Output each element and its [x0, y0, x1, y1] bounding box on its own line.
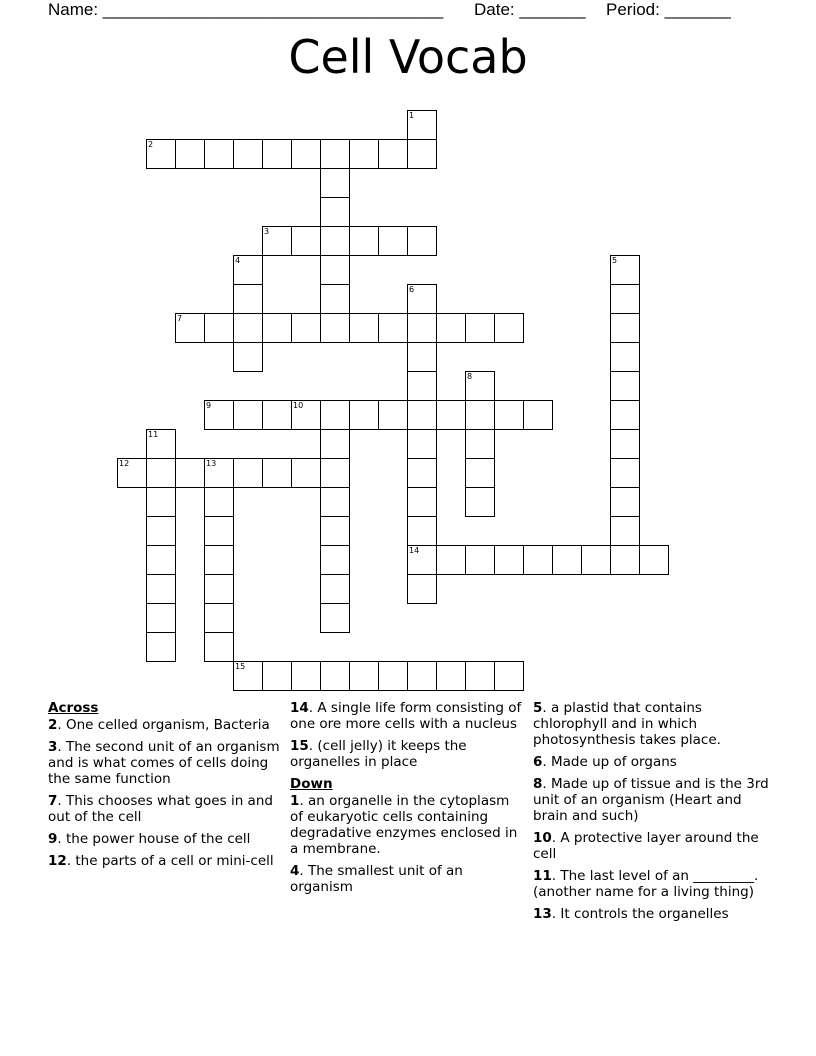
clue-text: . Made up of tissue and is the 3rd unit of an organism (Heart and brain and such) — [533, 776, 769, 824]
clue-number: 3 — [264, 227, 270, 236]
crossword-cell[interactable] — [494, 545, 524, 575]
crossword-cell[interactable] — [291, 313, 321, 343]
crossword-cell[interactable] — [320, 458, 350, 488]
crossword-cell[interactable] — [436, 313, 466, 343]
crossword-cell[interactable] — [494, 313, 524, 343]
crossword-cell[interactable] — [523, 545, 553, 575]
crossword-cell[interactable] — [146, 458, 176, 488]
clue-number-label: 7 — [48, 793, 58, 809]
crossword-cell[interactable] — [407, 429, 437, 459]
crossword-cell[interactable] — [204, 545, 234, 575]
crossword-cell[interactable] — [465, 400, 495, 430]
clue-number: 4 — [235, 256, 241, 265]
crossword-cell[interactable] — [610, 371, 640, 401]
crossword-cell[interactable] — [378, 226, 408, 256]
clue-item — [533, 700, 773, 748]
clue-number: 12 — [119, 459, 130, 468]
clue-text: . One celled organism, Bacteria — [57, 717, 270, 733]
clue-number-label: 4 — [290, 863, 300, 879]
clue-text: . A protective layer around the cell — [533, 830, 759, 862]
crossword-cell[interactable] — [233, 661, 263, 691]
crossword-cell[interactable] — [320, 400, 350, 430]
clue-text: . a plastid that contains chlorophyll and in which photosynthesis takes place. — [533, 700, 721, 748]
crossword-cell[interactable] — [204, 313, 234, 343]
crossword-cell[interactable] — [610, 429, 640, 459]
crossword-cell[interactable] — [320, 545, 350, 575]
crossword-cell[interactable] — [407, 371, 437, 401]
clues-column-3 — [533, 700, 773, 928]
crossword-cell[interactable] — [146, 429, 176, 459]
clues-column-2 — [290, 700, 526, 901]
clue-text: . an organelle in the cytoplasm of eukaryotic cells containing degradative enzymes enclosed in a membrane. — [290, 793, 518, 857]
crossword-cell[interactable] — [465, 661, 495, 691]
crossword-cell[interactable] — [117, 458, 147, 488]
crossword-cell[interactable] — [465, 458, 495, 488]
crossword-cell[interactable] — [494, 400, 524, 430]
clue-item — [290, 738, 526, 770]
clue-number: 1 — [409, 111, 415, 120]
crossword-cell[interactable] — [378, 400, 408, 430]
clue-text: . (cell jelly) it keeps the organelles in place — [290, 738, 467, 770]
crossword-cell[interactable] — [320, 603, 350, 633]
crossword-cell[interactable] — [175, 313, 205, 343]
clue-item — [48, 793, 284, 825]
crossword-cell[interactable] — [262, 661, 292, 691]
crossword-cell[interactable] — [407, 516, 437, 546]
period-field[interactable]: Period: _______ — [606, 0, 731, 19]
clue-number: 2 — [148, 140, 154, 149]
clue-number: 6 — [409, 285, 415, 294]
crossword-cell[interactable] — [320, 516, 350, 546]
clue-number: 5 — [612, 256, 618, 265]
crossword-cell[interactable] — [465, 487, 495, 517]
crossword-cell[interactable] — [146, 139, 176, 169]
crossword-cell[interactable] — [204, 139, 234, 169]
crossword-cell[interactable] — [320, 574, 350, 604]
crossword-cell[interactable] — [407, 487, 437, 517]
clue-number: 7 — [177, 314, 183, 323]
clue-item — [48, 717, 284, 733]
crossword-cell[interactable] — [262, 458, 292, 488]
crossword-cell[interactable] — [407, 226, 437, 256]
crossword-cell[interactable] — [320, 429, 350, 459]
crossword-cell[interactable] — [436, 661, 466, 691]
crossword-cell[interactable] — [349, 661, 379, 691]
crossword-cell[interactable] — [320, 487, 350, 517]
crossword-cell[interactable] — [204, 400, 234, 430]
clue-item — [533, 906, 773, 922]
crossword-cell[interactable] — [436, 545, 466, 575]
crossword-cell[interactable] — [291, 400, 321, 430]
clue-text: . It controls the organelles — [551, 906, 729, 922]
clue-number: 11 — [148, 430, 159, 439]
clue-number-label: 8 — [533, 776, 543, 792]
clue-item — [533, 776, 773, 824]
clue-number-label: 3 — [48, 739, 58, 755]
clue-number-label: 13 — [533, 906, 552, 922]
crossword-cell[interactable] — [320, 226, 350, 256]
crossword-cell[interactable] — [610, 516, 640, 546]
clue-number: 9 — [206, 401, 212, 410]
crossword-cell[interactable] — [291, 458, 321, 488]
crossword-cell[interactable] — [146, 574, 176, 604]
crossword-cell[interactable] — [204, 458, 234, 488]
crossword-cell[interactable] — [291, 139, 321, 169]
name-field[interactable]: Name: ____________________________________ — [48, 0, 444, 19]
crossword-cell[interactable] — [233, 458, 263, 488]
crossword-cell[interactable] — [146, 545, 176, 575]
clue-item — [533, 754, 773, 770]
clue-item — [533, 868, 773, 900]
crossword-cell[interactable] — [233, 255, 263, 285]
crossword-cell[interactable] — [465, 371, 495, 401]
crossword-cell[interactable] — [262, 226, 292, 256]
crossword-cell[interactable] — [610, 400, 640, 430]
crossword-cell[interactable] — [204, 632, 234, 662]
clue-item — [48, 739, 284, 787]
crossword-cell[interactable] — [436, 400, 466, 430]
clue-text: . The last level of an _________. (another name for a living thing) — [533, 868, 759, 900]
clue-number-label: 6 — [533, 754, 543, 770]
crossword-cell[interactable] — [407, 342, 437, 372]
crossword-cell[interactable] — [262, 313, 292, 343]
crossword-cell[interactable] — [610, 284, 640, 314]
crossword-cell[interactable] — [407, 400, 437, 430]
crossword-cell[interactable] — [378, 661, 408, 691]
clue-number-label: 1 — [290, 793, 300, 809]
crossword-cell[interactable] — [610, 313, 640, 343]
crossword-cell[interactable] — [494, 661, 524, 691]
clue-number-label: 5 — [533, 700, 543, 716]
crossword-cell[interactable] — [233, 139, 263, 169]
clue-item — [533, 830, 773, 862]
crossword-cell[interactable] — [320, 197, 350, 227]
clues-column-1 — [48, 700, 284, 875]
clue-item — [290, 793, 526, 857]
crossword-cell[interactable] — [407, 313, 437, 343]
crossword-cell[interactable] — [407, 661, 437, 691]
clue-number: 15 — [235, 662, 246, 671]
crossword-cell[interactable] — [320, 255, 350, 285]
clue-text: . the parts of a cell or mini-cell — [66, 853, 274, 869]
crossword-cell[interactable] — [320, 313, 350, 343]
clue-number-label: 10 — [533, 830, 552, 846]
crossword-cell[interactable] — [320, 284, 350, 314]
clue-number-label: 14 — [290, 700, 309, 716]
crossword-cell[interactable] — [552, 545, 582, 575]
clue-number-label: 11 — [533, 868, 552, 884]
crossword-cell[interactable] — [407, 458, 437, 488]
down-heading: Down — [290, 776, 333, 792]
crossword-cell[interactable] — [610, 545, 640, 575]
crossword-cell[interactable] — [175, 458, 205, 488]
crossword-cell[interactable] — [204, 516, 234, 546]
crossword-cell[interactable] — [204, 487, 234, 517]
clue-text: . Made up of organs — [542, 754, 677, 770]
crossword-cell[interactable] — [465, 545, 495, 575]
clue-number-label: 2 — [48, 717, 58, 733]
clue-text: . the power house of the cell — [57, 831, 251, 847]
crossword-cell[interactable] — [146, 603, 176, 633]
clue-text: . The second unit of an organism and is what comes of cells doing the same function — [48, 739, 280, 787]
crossword-cell[interactable] — [233, 284, 263, 314]
crossword-cell[interactable] — [465, 429, 495, 459]
crossword-cell[interactable] — [204, 574, 234, 604]
crossword-cell[interactable] — [262, 139, 292, 169]
crossword-cell[interactable] — [320, 139, 350, 169]
crossword-cell[interactable] — [378, 313, 408, 343]
crossword-cell[interactable] — [581, 545, 611, 575]
crossword-cell[interactable] — [233, 342, 263, 372]
clue-item — [290, 700, 526, 732]
clue-number-label: 12 — [48, 853, 67, 869]
crossword-cell[interactable] — [407, 284, 437, 314]
crossword-cell[interactable] — [407, 139, 437, 169]
crossword-cell[interactable] — [523, 400, 553, 430]
crossword-cell[interactable] — [146, 516, 176, 546]
crossword-cell[interactable] — [349, 313, 379, 343]
page-title: Cell Vocab — [288, 30, 528, 84]
clue-text: . This chooses what goes in and out of the cell — [48, 793, 273, 825]
clue-number: 10 — [293, 401, 304, 410]
clue-item — [290, 863, 526, 895]
clue-item — [48, 831, 284, 847]
crossword-cell[interactable] — [349, 139, 379, 169]
clue-number: 14 — [409, 546, 420, 555]
crossword-cell[interactable] — [610, 487, 640, 517]
crossword-cell[interactable] — [407, 574, 437, 604]
crossword-cell[interactable] — [320, 661, 350, 691]
crossword-cell[interactable] — [146, 487, 176, 517]
across-heading: Across — [48, 700, 99, 716]
crossword-cell[interactable] — [610, 342, 640, 372]
clue-number-label: 15 — [290, 738, 309, 754]
crossword-cell[interactable] — [465, 313, 495, 343]
crossword-cell[interactable] — [262, 400, 292, 430]
crossword-cell[interactable] — [639, 545, 669, 575]
crossword-cell[interactable] — [291, 661, 321, 691]
clue-item — [48, 853, 284, 869]
crossword-cell[interactable] — [146, 632, 176, 662]
clue-number-label: 9 — [48, 831, 58, 847]
crossword-cell[interactable] — [349, 400, 379, 430]
date-field[interactable]: Date: _______ — [474, 0, 586, 19]
crossword-cell[interactable] — [320, 168, 350, 198]
crossword-cell[interactable] — [407, 545, 437, 575]
crossword-cell[interactable] — [349, 226, 379, 256]
crossword-cell[interactable] — [610, 255, 640, 285]
crossword-cell[interactable] — [378, 139, 408, 169]
crossword-cell[interactable] — [610, 458, 640, 488]
crossword-cell[interactable] — [407, 110, 437, 140]
crossword-cell[interactable] — [291, 226, 321, 256]
crossword-cell[interactable] — [233, 313, 263, 343]
crossword-cell[interactable] — [233, 400, 263, 430]
crossword-cell[interactable] — [175, 139, 205, 169]
clue-number: 8 — [467, 372, 473, 381]
clue-number: 13 — [206, 459, 217, 468]
clue-text: . The smallest unit of an organism — [290, 863, 463, 895]
clue-text: . A single life form consisting of one ore more cells with a nucleus — [290, 700, 522, 732]
crossword-cell[interactable] — [204, 603, 234, 633]
